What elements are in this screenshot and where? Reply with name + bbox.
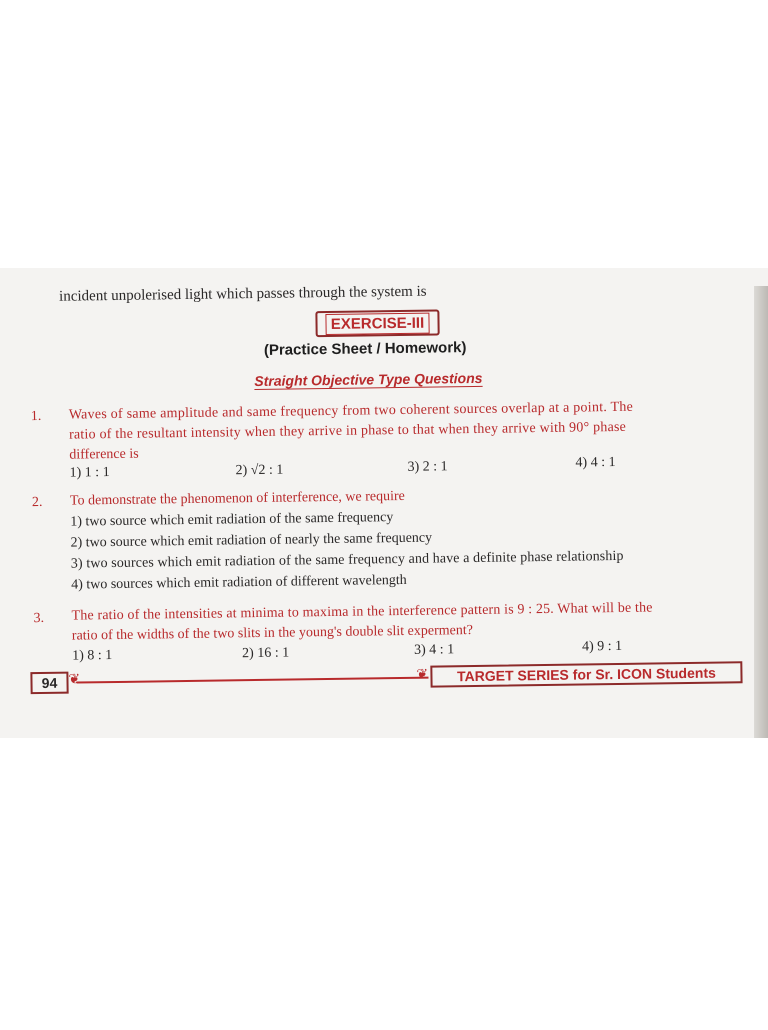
section-title: Straight Objective Type Questions [254, 369, 483, 390]
question-number: 1. [30, 409, 42, 425]
subtitle: (Practice Sheet / Homework) [263, 339, 467, 359]
option: 4) 9 : 1 [581, 638, 623, 655]
option: 3) 4 : 1 [413, 642, 455, 658]
question-text-line: difference is [69, 446, 139, 463]
top-line: incident unpolerised light which passes through the system is [59, 283, 427, 305]
question-text-line: To demonstrate the phenomenon of interference, we require [69, 488, 405, 509]
option: 3) two sources which emit radiation of the same frequency and have a definite phase relationship [70, 548, 624, 572]
option: 2) √2 : 1 [235, 462, 284, 479]
question-text-line: The ratio of the intensities at minima to maxima in the interference pattern is 9 : 25. What will be the [71, 600, 653, 624]
scroll-ornament-icon: ❦ [68, 672, 81, 688]
footer-rule [77, 677, 429, 684]
exercise-title: EXERCISE-III [326, 312, 430, 334]
option: 3) 2 : 1 [407, 459, 448, 475]
option: 2) 16 : 1 [242, 645, 290, 662]
option: 1) 1 : 1 [69, 465, 110, 481]
question-number: 3. [33, 610, 45, 627]
page-number-box [30, 672, 68, 695]
question-number: 2. [31, 494, 43, 511]
page-number: 94 [41, 674, 58, 692]
option: 4) 4 : 1 [575, 454, 616, 471]
option: 1) 8 : 1 [72, 648, 113, 664]
question-text-line: ratio of the widths of the two slits in the young's double slit experment? [71, 622, 474, 644]
option: 2) two source which emit radiation of nearly the same frequency [70, 530, 433, 551]
series-box [430, 661, 742, 687]
question-text-line: ratio of the resultant intensity when they arrive in phase to that when they arrive with 90° phase [68, 419, 627, 443]
series-title: TARGET SERIES for Sr. ICON Students [456, 664, 716, 685]
exercise-header-box [315, 309, 439, 337]
option: 4) two sources which emit radiation of different wavelength [71, 572, 407, 593]
scroll-ornament-icon: ❦ [416, 667, 429, 683]
option: 1) two source which emit radiation of the same frequency [70, 510, 394, 530]
question-text-line: Waves of same amplitude and same frequency from two coherent sources overlap at a point. The [68, 399, 634, 423]
